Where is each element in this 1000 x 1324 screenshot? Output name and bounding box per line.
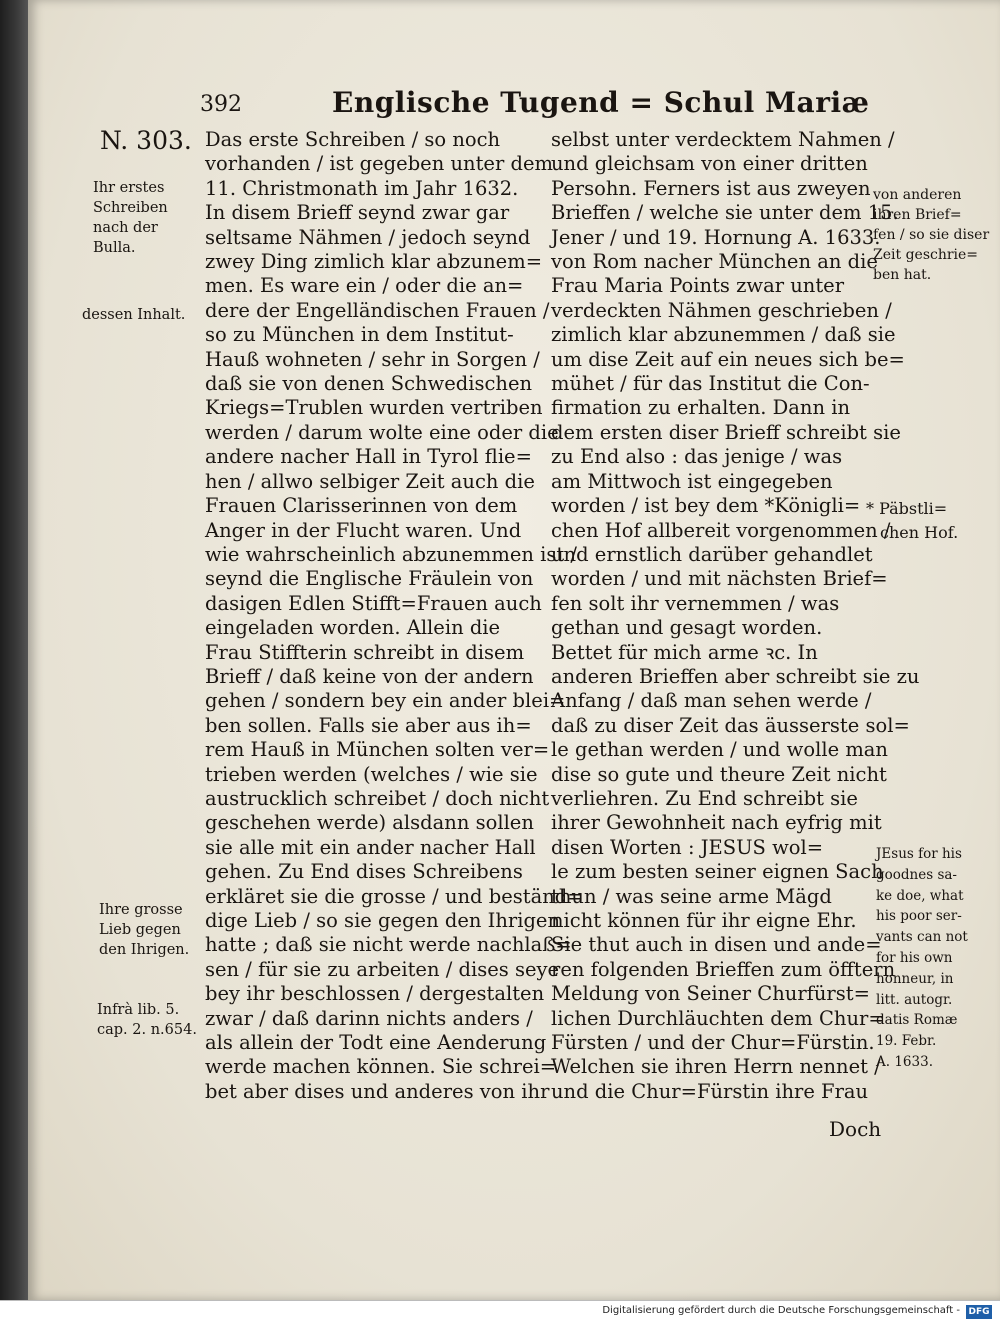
note-line: den Ihrigen. bbox=[99, 942, 190, 958]
note-line: Schreiben bbox=[93, 200, 168, 216]
text-line: Bettet für mich arme ꝛc. In bbox=[551, 640, 818, 664]
text-line: um dise Zeit auf ein neues sich be= bbox=[551, 347, 905, 371]
text-line: Hauß wohneten / sehr in Sorgen / bbox=[205, 347, 540, 371]
text-line: sie alle mit ein ander nacher Hall bbox=[205, 835, 536, 859]
text-line: ben sollen. Falls sie aber aus ih= bbox=[205, 713, 532, 737]
text-line: bey ihr beschlossen / dergestalten bbox=[205, 982, 545, 1006]
note-line: A. 1633. bbox=[876, 1053, 933, 1070]
text-line: le zum besten seiner eignen Sach bbox=[551, 860, 884, 884]
text-line: Anger in der Flucht waren. Und bbox=[205, 518, 522, 542]
text-line: bet aber dises und anderes von ihr bbox=[205, 1079, 550, 1103]
text-line: anderen Brieffen aber schreibt sie zu bbox=[551, 664, 920, 688]
note-line: Bulla. bbox=[93, 240, 136, 256]
text-line: chen Hof allbereit vorgenommen / bbox=[551, 518, 891, 542]
note-line: Zeit geschrie= bbox=[873, 247, 979, 263]
note-line: nach der bbox=[93, 220, 158, 236]
text-line: worden / und mit nächsten Brief= bbox=[551, 567, 888, 591]
text-line: Anfang / daß man sehen werde / bbox=[551, 689, 872, 713]
margin-note-other-letters bbox=[873, 185, 989, 285]
text-line: seltsame Nähmen / jedoch seynd bbox=[205, 225, 531, 249]
text-line: zimlich klar abzunemmen / daß sie bbox=[551, 323, 896, 347]
text-line: am Mittwoch ist eingegeben bbox=[551, 469, 833, 493]
note-line: chen Hof. bbox=[880, 523, 959, 542]
text-line: Brieffen / welche sie unter dem 15. bbox=[551, 201, 899, 225]
margin-note-content bbox=[82, 305, 185, 325]
text-line: Kriegs=Trublen wurden vertriben bbox=[205, 396, 543, 420]
text-line: hen / allwo selbiger Zeit auch die bbox=[205, 469, 535, 493]
note-line: vants can not bbox=[876, 929, 968, 946]
text-line: so zu München in dem Institut- bbox=[205, 323, 514, 347]
scan-binding-edge bbox=[0, 0, 28, 1300]
note-line: Lieb gegen bbox=[99, 922, 181, 938]
note-line: ihren Brief= bbox=[873, 207, 962, 223]
text-line: Persohn. Ferners ist aus zweyen bbox=[551, 176, 871, 200]
running-title: Englische Tugend = Schul Mariæ bbox=[332, 86, 870, 119]
text-line: wie wahrscheinlich abzunemmen ist / bbox=[205, 542, 578, 566]
text-line: vorhanden / ist gegeben unter dem bbox=[205, 152, 554, 176]
text-line: nicht können für ihr eigne Ehr. bbox=[551, 909, 857, 932]
text-line: als allein der Todt eine Aenderung bbox=[205, 1031, 547, 1055]
text-line: seynd die Englische Fräulein von bbox=[205, 567, 534, 591]
text-line: In disem Brieff seynd zwar gar bbox=[205, 201, 510, 225]
funding-credit: Digitalisierung gefördert durch die Deutsche Forschungsgemeinschaft - bbox=[602, 1305, 960, 1316]
text-line: Meldung von Seiner Churfürst= bbox=[551, 982, 870, 1006]
text-line: erkläret sie die grosse / und beständ= bbox=[205, 884, 584, 908]
note-line: Ihre grosse bbox=[99, 902, 183, 918]
text-line: ihrer Gewohnheit nach eyfrig mit bbox=[551, 811, 882, 835]
note-line: datis Romæ bbox=[876, 1012, 958, 1029]
text-line: gehen. Zu End dises Schreibens bbox=[205, 860, 523, 884]
margin-note-first-letter bbox=[93, 178, 168, 258]
text-line: worden / ist bey dem *Königli= bbox=[551, 494, 861, 518]
text-line: andere nacher Hall in Tyrol flie= bbox=[205, 445, 532, 469]
text-line: Sie thut auch in disen und ande= bbox=[551, 933, 882, 957]
text-line: sen / für sie zu arbeiten / dises seye bbox=[205, 957, 560, 981]
text-line: fen solt ihr vernemmen / was bbox=[551, 591, 840, 615]
text-line: Frau Maria Points zwar unter bbox=[551, 274, 845, 298]
text-line: 11. Christmonath im Jahr 1632. bbox=[205, 176, 519, 200]
margin-note-english-quote bbox=[876, 844, 968, 1073]
text-line: disen Worten : JESUS wol= bbox=[551, 835, 824, 859]
text-line: dige Lieb / so sie gegen den Ihrigen bbox=[205, 909, 561, 932]
text-line: dem ersten diser Brieff schreibt sie bbox=[551, 420, 901, 444]
text-line: werden / darum wolte eine oder die bbox=[205, 420, 559, 444]
text-line: le gethan werden / und wolle man bbox=[551, 738, 888, 762]
text-line: dasigen Edlen Stifft=Frauen auch bbox=[205, 591, 542, 615]
margin-note-reference bbox=[97, 1000, 197, 1040]
text-line: rem Hauß in München solten ver= bbox=[205, 738, 550, 762]
note-line: JEsus for his bbox=[876, 846, 962, 862]
note-line: litt. autogr. bbox=[876, 991, 953, 1008]
note-line: cap. 2. n.654. bbox=[97, 1022, 197, 1038]
text-line: geschehen werde) alsdann sollen bbox=[205, 811, 534, 835]
text-line: hatte ; daß sie nicht werde nachlaß= bbox=[205, 933, 572, 957]
text-line: mühet / für das Institut die Con- bbox=[551, 372, 870, 396]
note-line: * Päbstli= bbox=[866, 499, 948, 518]
text-line: Frau Stiffterin schreibt in disem bbox=[205, 640, 525, 664]
margin-note-papal-court bbox=[866, 497, 958, 545]
text-line: daß zu diser Zeit das äusserste sol= bbox=[551, 713, 910, 737]
text-line: zu End also : das jenige / was bbox=[551, 445, 843, 469]
text-line: und ernstlich darüber gehandlet bbox=[551, 542, 873, 566]
note-line: for his own bbox=[876, 949, 953, 966]
margin-note-great-love bbox=[99, 900, 189, 960]
text-line: gehen / sondern bey ein ander blei= bbox=[205, 689, 566, 713]
text-line: Fürsten / und der Chur=Fürstin. bbox=[551, 1031, 875, 1055]
text-line: verliehren. Zu End schreibt sie bbox=[551, 786, 858, 810]
text-line: firmation zu erhalten. Dann in bbox=[551, 396, 851, 420]
text-line: men. Es ware ein / oder die an= bbox=[205, 274, 524, 298]
text-line: und gleichsam von einer dritten bbox=[551, 152, 868, 176]
text-line: Brieff / daß keine von der andern bbox=[205, 664, 534, 688]
text-line: dise so gute und theure Zeit nicht bbox=[551, 762, 887, 786]
text-line: verdeckten Nähmen geschrieben / bbox=[551, 298, 892, 322]
text-line: thun / was seine arme Mägd bbox=[551, 884, 832, 908]
text-line: Das erste Schreiben / so noch bbox=[205, 128, 501, 151]
text-line: dere der Engelländischen Frauen / bbox=[205, 298, 550, 322]
text-line: werde machen können. Sie schrei= bbox=[205, 1055, 557, 1079]
text-line: eingeladen worden. Allein die bbox=[205, 616, 501, 640]
text-line: trieben werden (welches / wie sie bbox=[205, 762, 538, 786]
note-line: honneur, in bbox=[876, 970, 954, 987]
footer-bar bbox=[0, 1300, 1000, 1324]
section-number: N. 303. bbox=[100, 126, 192, 155]
text-line: daß sie von denen Schwedischen bbox=[205, 372, 533, 396]
text-line: Frauen Clarisserinnen von dem bbox=[205, 494, 518, 518]
text-line: Jener / und 19. Hornung A. 1633. bbox=[551, 225, 881, 249]
text-line: zwar / daß darinn nichts anders / bbox=[205, 1006, 533, 1030]
text-line: lichen Durchläuchten dem Chur= bbox=[551, 1006, 885, 1030]
text-line: austrucklich schreibet / doch nicht bbox=[205, 786, 550, 810]
dfg-logo[interactable]: DFG bbox=[966, 1305, 992, 1319]
text-line: und die Chur=Fürstin ihre Frau bbox=[551, 1079, 869, 1103]
note-line: Ihr erstes bbox=[93, 180, 165, 196]
text-line: Welchen sie ihren Herrn nennet / bbox=[551, 1055, 881, 1079]
note-line: ben hat. bbox=[873, 267, 932, 283]
note-line: Infrà lib. 5. bbox=[97, 1002, 180, 1018]
page-number: 392 bbox=[200, 92, 242, 117]
text-column-left bbox=[205, 128, 584, 1104]
note-line: fen / so sie diser bbox=[873, 227, 990, 243]
note-line: dessen Inhalt. bbox=[82, 307, 186, 323]
text-line: gethan und gesagt worden. bbox=[551, 616, 823, 640]
note-line: 19. Febr. bbox=[876, 1033, 937, 1050]
note-line: von anderen bbox=[873, 187, 962, 203]
note-line: goodnes sa- bbox=[876, 866, 957, 883]
note-line: ke doe, what bbox=[876, 887, 964, 904]
catchword: Doch bbox=[829, 1117, 882, 1141]
text-line: von Rom nacher München an die bbox=[551, 250, 878, 274]
text-line: zwey Ding zimlich klar abzunem= bbox=[205, 250, 543, 274]
note-line: his poor ser- bbox=[876, 908, 962, 925]
text-line: ren folgenden Brieffen zum öfftern bbox=[551, 957, 896, 981]
text-line: selbst unter verdecktem Nahmen / bbox=[551, 128, 895, 151]
